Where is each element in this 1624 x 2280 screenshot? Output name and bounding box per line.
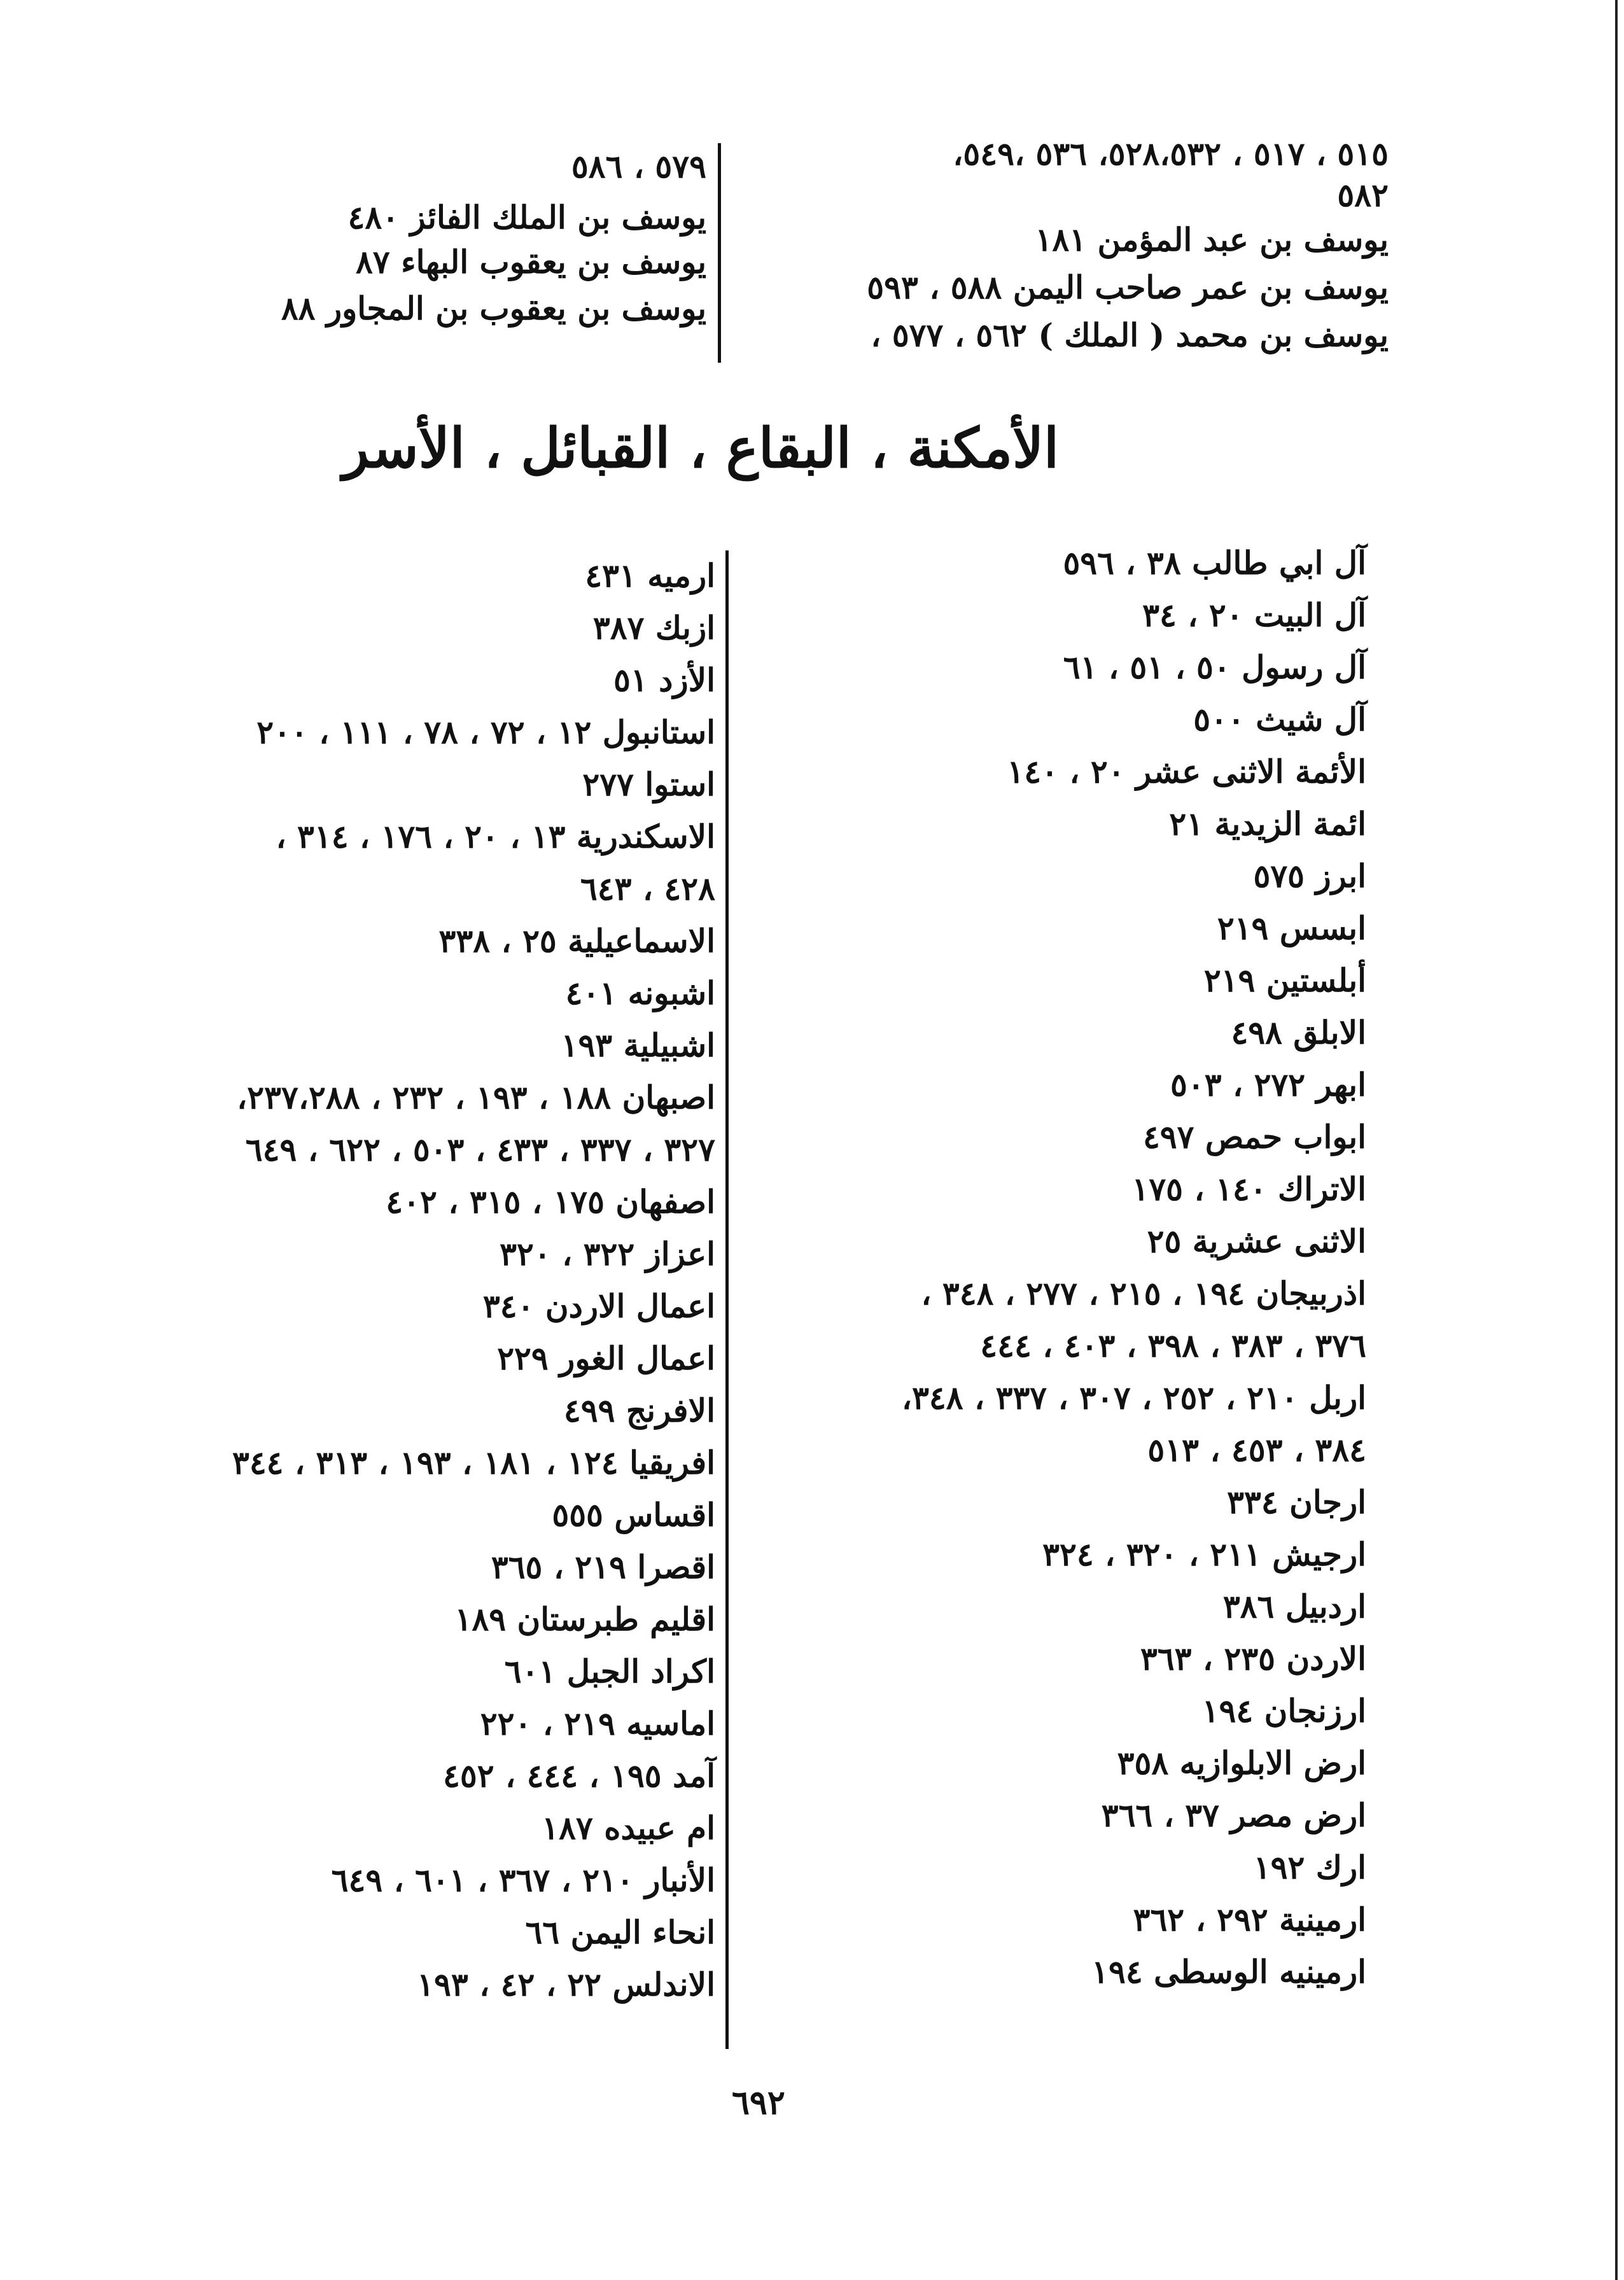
index-entry: الأنبار ٢١٠ ، ٣٦٧ ، ٦٠١ ، ٦٤٩ bbox=[331, 1861, 715, 1899]
index-entry: الاتراك ١٤٠ ، ١٧٥ bbox=[1131, 1170, 1366, 1208]
index-entry: ارميه ٤٣١ bbox=[585, 557, 715, 594]
index-entry: ائمة الزيدية ٢١ bbox=[1169, 805, 1366, 843]
section-title: الأمكنة ، البقاع ، القبائل ، الأسر bbox=[342, 416, 1059, 480]
index-entry: اقصرا ٢١٩ ، ٣٦٥ bbox=[491, 1548, 715, 1586]
index-entry: آمد ١٩٥ ، ٤٤٤ ، ٤٥٢ bbox=[443, 1757, 715, 1794]
index-entry: ابهر ٢٧٢ ، ٥٠٣ bbox=[1170, 1066, 1366, 1103]
index-entry: ارض الابلوازيه ٣٥٨ bbox=[1117, 1744, 1366, 1782]
index-entry: يوسف بن عبد المؤمن ١٨١ bbox=[1035, 221, 1389, 258]
index-entry: يوسف بن يعقوب البهاء ٨٧ bbox=[356, 243, 706, 281]
index-entry: اربل ٢١٠ ، ٢٥٢ ، ٣٠٧ ، ٣٣٧ ، ٣٤٨، bbox=[901, 1379, 1366, 1416]
index-entry: اصبهان ١٨٨ ، ١٩٣ ، ٢٣٢ ، ٢٣٧،٢٨٨، bbox=[237, 1079, 715, 1116]
index-entry: ارض مصر ٣٧ ، ٣٦٦ bbox=[1101, 1796, 1366, 1834]
index-entry: يوسف بن عمر صاحب اليمن ٥٨٨ ، ٥٩٣ bbox=[867, 269, 1389, 306]
index-entry: ٣٧٦ ، ٣٨٣ ، ٣٩٨ ، ٤٠٣ ، ٤٤٤ bbox=[980, 1327, 1366, 1364]
index-entry: اشبيلية ١٩٣ bbox=[561, 1026, 715, 1064]
index-entry: ارمينيه الوسطى ١٩٤ bbox=[1091, 1953, 1366, 1990]
index-entry: الابلق ٤٩٨ bbox=[1231, 1014, 1366, 1051]
index-entry: يوسف بن الملك الفائز ٤٨٠ bbox=[347, 199, 706, 236]
index-entry: اعمال الغور ٢٢٩ bbox=[497, 1339, 715, 1377]
index-entry: اردبيل ٣٨٦ bbox=[1222, 1588, 1366, 1625]
page-edge bbox=[1615, 0, 1618, 2280]
index-entry: استانبول ١٢ ، ٧٢ ، ٧٨ ، ١١١ ، ٢٠٠ bbox=[256, 713, 715, 751]
index-entry: ارزنجان ١٩٤ bbox=[1201, 1692, 1366, 1730]
index-entry: ازبك ٣٨٧ bbox=[592, 609, 715, 647]
index-entry: اقليم طبرستان ١٨٩ bbox=[454, 1600, 715, 1638]
index-entry: آل البيت ٢٠ ، ٣٤ bbox=[1142, 596, 1366, 634]
index-entry: انحاء اليمن ٦٦ bbox=[525, 1913, 715, 1951]
index-entry: اماسيه ٢١٩ ، ٢٢٠ bbox=[480, 1705, 715, 1742]
column-divider bbox=[725, 550, 729, 2049]
index-entry: ابواب حمص ٤٩٧ bbox=[1142, 1118, 1366, 1156]
top-column-divider bbox=[718, 143, 721, 363]
index-entry: يوسف بن محمد ( الملك ) ٥٦٢ ، ٥٧٧ ، bbox=[871, 316, 1389, 354]
index-entry: الاردن ٢٣٥ ، ٣٦٣ bbox=[1140, 1640, 1366, 1677]
index-entry: اصفهان ١٧٥ ، ٣١٥ ، ٤٠٢ bbox=[386, 1183, 715, 1220]
index-entry: آل شيث ٥٠٠ bbox=[1193, 701, 1366, 738]
index-entry: ارجان ٣٣٤ bbox=[1227, 1483, 1366, 1521]
index-entry: ٥٧٩ ، ٥٨٦ bbox=[571, 148, 706, 185]
index-entry: يوسف بن يعقوب بن المجاور ٨٨ bbox=[281, 290, 706, 327]
index-entry: الاثنى عشرية ٢٥ bbox=[1147, 1222, 1366, 1260]
index-entry: اكراد الجبل ٦٠١ bbox=[504, 1653, 715, 1690]
index-entry: آل رسول ٥٠ ، ٥١ ، ٦١ bbox=[1063, 648, 1366, 686]
index-entry: اشبونه ٤٠١ bbox=[565, 974, 715, 1012]
index-entry: ٤٢٨ ، ٦٤٣ bbox=[580, 870, 715, 907]
page-number: ٦٩٢ bbox=[732, 2083, 785, 2122]
index-entry: الاسماعيلية ٢٥ ، ٣٣٨ bbox=[438, 922, 715, 960]
index-entry: الأزد ٥١ bbox=[613, 661, 715, 699]
index-entry: ارك ١٩٢ bbox=[1253, 1849, 1366, 1886]
index-entry: أبلستين ٢١٩ bbox=[1203, 962, 1366, 999]
index-entry: آل ابي طالب ٣٨ ، ٥٩٦ bbox=[1063, 544, 1366, 582]
index-entry: ارجيش ٢١١ ، ٣٢٠ ، ٣٢٤ bbox=[1042, 1535, 1366, 1573]
index-entry: ابسس ٢١٩ bbox=[1217, 909, 1366, 947]
index-entry: الأئمة الاثنى عشر ٢٠ ، ١٤٠ bbox=[1007, 753, 1366, 790]
index-entry: ٣٢٧ ، ٣٣٧ ، ٤٣٣ ، ٥٠٣ ، ٦٢٢ ، ٦٤٩ bbox=[245, 1131, 715, 1168]
index-entry: ابرز ٥٧٥ bbox=[1253, 857, 1366, 895]
index-entry: الاندلس ٢٢ ، ٤٢ ، ١٩٣ bbox=[417, 1966, 715, 2003]
index-entry: اعمال الاردن ٣٤٠ bbox=[482, 1287, 715, 1325]
index-entry: افريقيا ١٢٤ ، ١٨١ ، ١٩٣ ، ٣١٣ ، ٣٤٤ bbox=[232, 1444, 715, 1481]
index-entry: الاسكندرية ١٣ ، ٢٠ ، ١٧٦ ، ٣١٤ ، bbox=[276, 818, 715, 855]
index-entry: ارمينية ٢٩٢ ، ٣٦٢ bbox=[1133, 1901, 1366, 1938]
index-entry: ٥٨٢ bbox=[1337, 176, 1389, 214]
index-entry: ام عبيده ١٨٧ bbox=[542, 1809, 715, 1847]
index-entry: الافرنج ٤٩٩ bbox=[563, 1392, 715, 1429]
index-entry: اقساس ٥٥٥ bbox=[552, 1496, 715, 1534]
index-entry: اعزاز ٣٢٢ ، ٣٢٠ bbox=[500, 1235, 715, 1273]
index-entry: استوا ٢٧٧ bbox=[582, 766, 715, 803]
index-entry: ٣٨٤ ، ٤٥٣ ، ٥١٣ bbox=[1147, 1431, 1366, 1469]
index-entry: اذربيجان ١٩٤ ، ٢١٥ ، ٢٧٧ ، ٣٤٨ ، bbox=[921, 1275, 1366, 1312]
index-entry: ٥١٥ ، ٥١٧ ، ٥٢٨،٥٣٢، ٥٣٦ ،٥٤٩، bbox=[953, 135, 1389, 172]
